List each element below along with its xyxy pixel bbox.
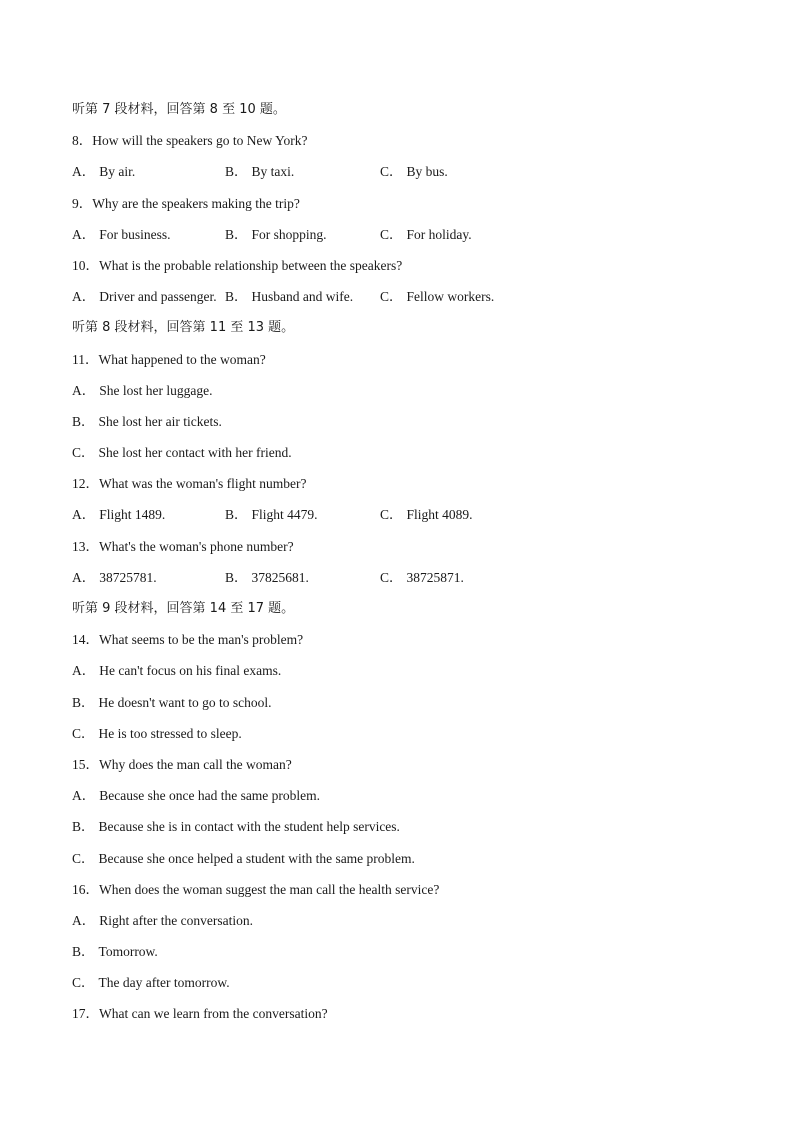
answer-option[interactable]	[72, 693, 722, 724]
question-text: Why does the man call the woman?	[99, 756, 292, 772]
answer-option[interactable]	[225, 225, 327, 245]
option-letter: B．	[72, 413, 95, 429]
option-text: 37825681.	[251, 569, 309, 585]
option-letter: A．	[72, 164, 96, 180]
question-number: 11．	[72, 351, 99, 367]
question-line	[72, 350, 722, 381]
question-text: What seems to be the man's problem?	[99, 632, 304, 648]
question-number: 10．	[72, 257, 99, 273]
question-line	[72, 537, 722, 568]
question-number: 12．	[72, 476, 99, 492]
options-row	[72, 162, 722, 193]
question-line	[72, 256, 722, 287]
question-number: 14．	[72, 632, 99, 648]
answer-option[interactable]	[72, 661, 722, 692]
answer-option[interactable]	[72, 786, 722, 817]
option-letter: B．	[72, 694, 95, 710]
options-row	[72, 568, 722, 599]
answer-option[interactable]	[380, 162, 448, 182]
answer-option[interactable]	[72, 911, 722, 942]
section-heading: 听第 7 段材料，回答第 8 至 10 题。	[72, 102, 286, 117]
option-letter: C．	[72, 975, 95, 991]
options-row	[72, 225, 722, 256]
option-text: Because she once helped a student with the same problem.	[98, 850, 415, 866]
question-text: What happened to the woman?	[98, 351, 266, 367]
option-text: He doesn't want to go to school.	[98, 694, 272, 710]
option-letter: A．	[72, 788, 96, 804]
option-text: She lost her air tickets.	[98, 413, 222, 429]
option-text: Driver and passenger.	[99, 289, 217, 305]
option-text: Flight 4089.	[406, 507, 473, 523]
option-letter: A．	[72, 289, 96, 305]
option-text: Husband and wife.	[251, 289, 354, 305]
answer-option[interactable]	[380, 225, 472, 245]
option-letter: C．	[72, 850, 95, 866]
answer-option[interactable]	[72, 724, 722, 755]
option-text: Flight 1489.	[99, 507, 166, 523]
option-text: The day after tomorrow.	[98, 975, 230, 991]
option-letter: B．	[72, 944, 95, 960]
question-text: What's the woman's phone number?	[99, 538, 294, 554]
option-text: Flight 4479.	[251, 507, 318, 523]
options-row	[72, 505, 722, 536]
option-text: Because she is in contact with the student help services.	[98, 819, 400, 835]
answer-option[interactable]	[225, 287, 353, 307]
answer-option[interactable]	[225, 162, 294, 182]
option-letter: B．	[225, 164, 248, 180]
question-line	[72, 755, 722, 786]
option-text: By air.	[99, 164, 136, 180]
option-text: For holiday.	[406, 226, 472, 242]
option-text: Right after the conversation.	[99, 912, 253, 928]
option-text: He can't focus on his final exams.	[99, 663, 282, 679]
option-letter: C．	[380, 289, 403, 305]
option-letter: C．	[380, 164, 403, 180]
option-letter: A．	[72, 569, 96, 585]
answer-option[interactable]	[72, 381, 722, 412]
answer-option[interactable]	[72, 817, 722, 848]
question-line	[72, 1004, 722, 1035]
option-text: Fellow workers.	[406, 289, 495, 305]
question-text: When does the woman suggest the man call the health service?	[99, 881, 440, 897]
option-letter: B．	[72, 819, 95, 835]
question-number: 16．	[72, 881, 99, 897]
option-letter: B．	[225, 289, 248, 305]
question-line	[72, 131, 722, 162]
answer-option[interactable]	[225, 568, 309, 588]
answer-option[interactable]	[72, 412, 722, 443]
option-text: Tomorrow.	[98, 944, 158, 960]
question-text: What was the woman's flight number?	[99, 476, 307, 492]
option-letter: A．	[72, 507, 96, 523]
option-letter: A．	[72, 912, 96, 928]
answer-option[interactable]	[72, 505, 165, 525]
section-heading: 听第 8 段材料，回答第 11 至 13 题。	[72, 320, 295, 336]
option-letter: B．	[225, 226, 248, 242]
answer-option[interactable]	[72, 225, 171, 245]
question-line	[72, 194, 722, 225]
answer-option[interactable]	[72, 942, 722, 973]
question-number: 17．	[72, 1006, 99, 1022]
option-letter: C．	[380, 507, 403, 523]
option-text: 38725781.	[99, 569, 157, 585]
answer-option[interactable]	[72, 849, 722, 880]
option-text: By taxi.	[251, 164, 295, 180]
question-number: 8．	[72, 133, 93, 149]
question-number: 9．	[72, 195, 93, 211]
answer-option[interactable]	[225, 505, 318, 525]
question-text: What is the probable relationship between the speakers?	[99, 257, 403, 273]
question-text: How will the speakers go to New York?	[92, 133, 308, 149]
option-text: 38725871.	[406, 569, 464, 585]
options-row	[72, 287, 722, 318]
answer-option[interactable]	[72, 973, 722, 1004]
question-line	[72, 630, 722, 661]
answer-option[interactable]	[380, 287, 494, 307]
question-text: Why are the speakers making the trip?	[92, 195, 300, 211]
option-letter: C．	[72, 725, 95, 741]
option-letter: B．	[225, 569, 248, 585]
answer-option[interactable]	[72, 162, 135, 182]
option-text: Because she once had the same problem.	[99, 788, 321, 804]
answer-option[interactable]	[72, 287, 217, 307]
option-letter: A．	[72, 663, 96, 679]
question-line	[72, 880, 722, 911]
option-text: For shopping.	[251, 226, 327, 242]
option-letter: C．	[72, 445, 95, 461]
listening-questions	[72, 100, 722, 1036]
option-text: For business.	[99, 226, 171, 242]
option-letter: A．	[72, 382, 96, 398]
option-letter: C．	[380, 226, 403, 242]
option-letter: B．	[225, 507, 248, 523]
question-text: What can we learn from the conversation?	[99, 1006, 328, 1022]
answer-option[interactable]	[380, 505, 473, 525]
question-number: 15．	[72, 756, 99, 772]
option-letter: C．	[380, 569, 403, 585]
answer-option[interactable]	[72, 568, 157, 588]
section-heading: 听第 9 段材料，回答第 14 至 17 题。	[72, 601, 295, 616]
option-text: By bus.	[406, 164, 448, 180]
answer-option[interactable]	[380, 568, 464, 588]
question-line	[72, 474, 722, 505]
option-text: She lost her contact with her friend.	[98, 445, 292, 461]
answer-option[interactable]	[72, 443, 722, 474]
option-text: She lost her luggage.	[99, 382, 213, 398]
option-letter: A．	[72, 226, 96, 242]
question-number: 13．	[72, 538, 99, 554]
option-text: He is too stressed to sleep.	[98, 725, 242, 741]
